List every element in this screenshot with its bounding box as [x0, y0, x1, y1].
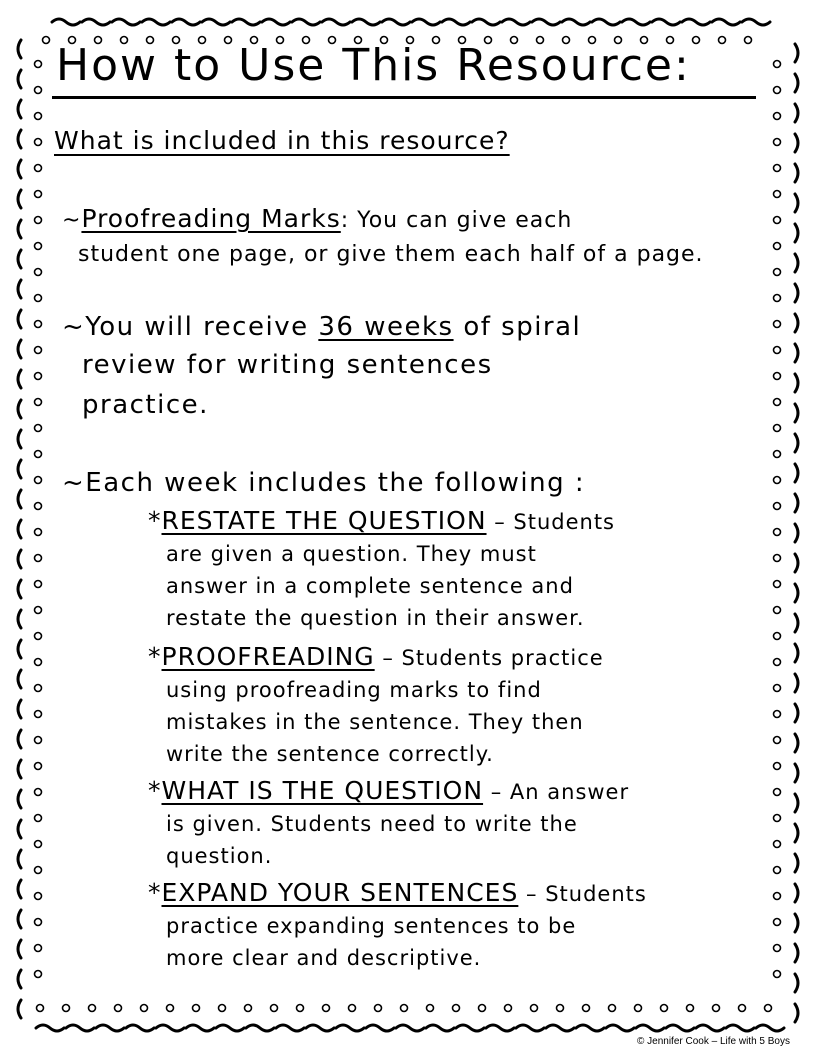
copyright-notice: © Jennifer Cook – Life with 5 Boys: [637, 1036, 790, 1047]
part-text-line: practice expanding sentences to be: [166, 914, 577, 938]
section-heading: What is included in this resource?: [54, 126, 510, 155]
page-title: How to Use This Resource:: [56, 40, 691, 91]
part-name: WHAT IS THE QUESTION: [161, 776, 484, 805]
part-what-is-question: *WHAT IS THE QUESTION – An answer: [148, 776, 630, 805]
item-proofreading-marks: ~Proofreading Marks: You can give each: [62, 204, 573, 233]
part-proofreading: *PROOFREADING – Students practice: [148, 642, 604, 671]
item-label: Proofreading Marks: [81, 204, 341, 233]
part-text-line: is given. Students need to write the: [166, 812, 578, 836]
part-expand: *EXPAND YOUR SENTENCES – Students: [148, 878, 647, 907]
part-name: EXPAND YOUR SENTENCES: [161, 878, 519, 907]
item-each-week: ~Each week includes the following :: [62, 468, 586, 498]
part-text-line: are given a question. They must: [166, 542, 537, 566]
part-text-line: restate the question in their answer.: [166, 606, 585, 630]
part-text-line: question.: [166, 844, 273, 868]
weeks-highlight: 36 weeks: [318, 312, 454, 342]
item-weeks: ~You will receive 36 weeks of spiral: [62, 312, 582, 342]
part-text-line: mistakes in the sentence. They then: [166, 710, 584, 734]
part-text-line: more clear and descriptive.: [166, 946, 482, 970]
item-text-line: practice.: [82, 390, 209, 420]
item-text-line: review for writing sentences: [82, 350, 493, 380]
item-text-line: student one page, or give them each half of a page.: [78, 242, 704, 267]
part-name: PROOFREADING: [161, 642, 375, 671]
part-text-line: write the sentence correctly.: [166, 742, 494, 766]
title-underline: [52, 96, 756, 99]
part-text-line: answer in a complete sentence and: [166, 574, 574, 598]
part-restate: *RESTATE THE QUESTION – Students: [148, 506, 615, 535]
part-name: RESTATE THE QUESTION: [161, 506, 487, 535]
part-text-line: using proofreading marks to find: [166, 678, 542, 702]
